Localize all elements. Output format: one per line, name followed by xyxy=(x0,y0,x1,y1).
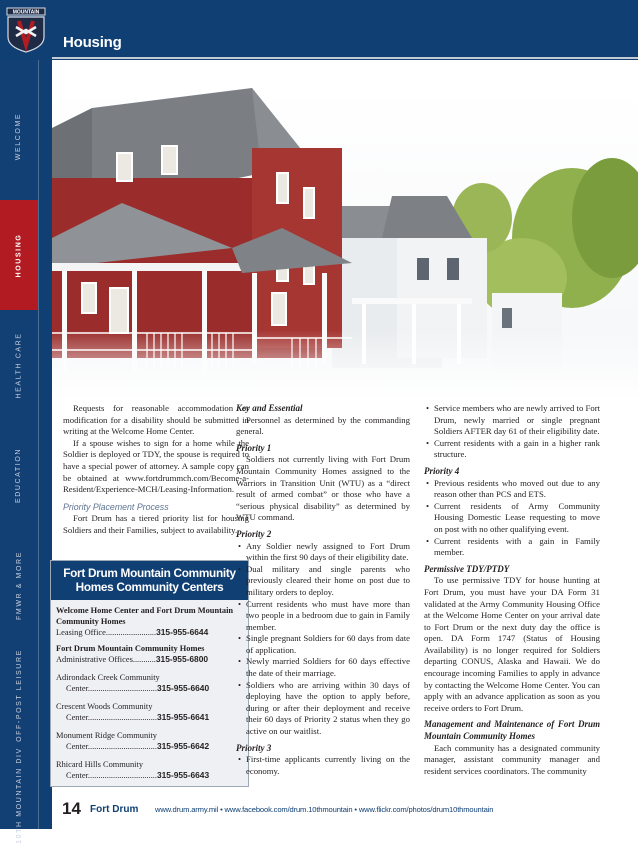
photo-fade xyxy=(52,330,638,400)
contact-entry: Fort Drum Mountain Community Homes Administrative Offices...........315-955-6800 xyxy=(56,644,209,664)
logo-banner-text: MOUNTAIN xyxy=(12,9,40,16)
section-tab-strip xyxy=(0,60,39,843)
permissive-tdy-text: To use permissive TDY for house hunting at Fort Drum, you must have your DA Form 31 validated at the Army Community Housing Office at the Welcome Home Center on your arrival date to Fort Drum or the next duty day the office is open. DA Form 1747 (Status of Housing Availability) is no longer required for Soldiers departing CONUS, Alaska and Hawaii. We do encourage incoming Families to apply in advance by contacting the Welcome Home Center. You can apply with an advance application as soon as you receive orders to Fort Drum. xyxy=(424,575,600,713)
list-item: • Current residents of Army Community Housing Domestic Lease requesting to move on post with no other qualifying event. xyxy=(424,501,600,536)
list-item: • First-time applicants currently living on the economy. xyxy=(236,754,410,777)
list-item: • Any Soldier newly assigned to Fort Drum within the first 90 days of their eligibility date. xyxy=(236,541,410,564)
contact-entry: Adirondack Creek Community Center.................................315-955-6640 xyxy=(56,673,210,693)
publication-name: Fort Drum xyxy=(90,804,139,815)
phone-number[interactable]: 315-955-6644 xyxy=(156,627,209,637)
contact-entry: Crescent Woods Community Center.................................315-955-6641 xyxy=(56,702,210,722)
tab-10th-mountain-div[interactable]: 10TH MOUNTAIN DIV xyxy=(15,746,23,843)
column-1 xyxy=(63,403,249,537)
page-number: 14 xyxy=(62,799,81,818)
contact-entry: Rhicard Hills Community Center.................................315-955-6643 xyxy=(56,760,210,780)
priority-4-heading: Priority 4 xyxy=(424,465,460,476)
list-item: • Single pregnant Soldiers for 60 days from date of application. xyxy=(236,633,410,656)
priority-4-list xyxy=(424,478,600,559)
list-item: • Newly married Soldiers for 60 days effective the date of their marriage. xyxy=(236,656,410,679)
phone-number[interactable]: 315-955-6641 xyxy=(156,712,210,722)
list-item: • Previous residents who moved out due to any reason other than PCS and ETS. xyxy=(424,478,600,501)
management-heading: Management and Maintenance of Fort Drum Mountain Community Homes xyxy=(424,719,600,742)
header-rule xyxy=(52,57,638,59)
community-centers-box xyxy=(50,560,249,787)
tab-fmwr-more[interactable]: FMWR & MORE xyxy=(15,550,23,620)
list-item: • Current residents who must have more than two people in a bedroom due to gain in Family member. xyxy=(236,599,410,634)
community-centers-list xyxy=(51,600,248,781)
list-item: • Current residents with a gain in a higher rank structure. xyxy=(424,438,600,461)
community-centers-title: Fort Drum Mountain Community Homes Community Centers xyxy=(51,561,248,600)
list-item: • Current residents with a gain in Family member. xyxy=(424,536,600,559)
priority-1-text: Soldiers not currently living with Fort Drum Mountain Community Homes assigned to the Warriors in Transition Unit (WTU) as a “direct result of armed combat” or those who have a “serious physical disability” as determined by WTU command. xyxy=(236,454,410,523)
10th-mountain-division-patch-icon xyxy=(5,5,47,53)
priority-1-heading: Priority 1 xyxy=(236,442,272,453)
key-essential-heading: Key and Essential xyxy=(236,403,303,413)
contact-entry: Welcome Home Center and Fort Drum Mountain Community Homes Leasing Office........................315-955-6644 xyxy=(56,606,234,637)
list-item: • Service members who are newly arrived to Fort Drum, newly married or single pregnant Soldiers AFTER day 61 of their eligibility date. xyxy=(424,403,600,438)
tab-education[interactable]: EDUCATION xyxy=(15,447,23,503)
page-title: Housing xyxy=(63,34,122,51)
phone-number[interactable]: 315-955-6800 xyxy=(155,654,209,664)
priority-2-list xyxy=(236,541,410,738)
priority-2-heading: Priority 2 xyxy=(236,528,272,539)
priority-placement-heading: Priority Placement Process xyxy=(63,501,169,512)
page-header xyxy=(0,0,638,60)
list-item: • Soldiers who are arriving within 30 days of deploying have the option to apply before, during or after their deployment and receive their 60 days of Priority 2 status when they go active on our waitlist. xyxy=(236,680,410,738)
accommodation-paragraph: Requests for reasonable accommodation or modification for a disability should be submitted in writing at the Welcome Home Center. xyxy=(63,403,249,437)
contact-entry: Monument Ridge Community Center.................................315-955-6642 xyxy=(56,731,210,751)
column-3 xyxy=(424,403,600,777)
tab-off-post-leisure[interactable]: OFF-POST LEISURE xyxy=(15,648,23,742)
key-essential-text: Personnel as determined by the commanding general. xyxy=(236,414,410,437)
priority-placement-paragraph: Fort Drum has a tiered priority list for housing Soldiers and their Families, subject to availability. xyxy=(63,513,249,535)
list-item: • Dual military and single parents who previously cleared their home on post due to military orders to deploy. xyxy=(236,564,410,599)
priority-3-list xyxy=(236,754,410,777)
tab-health-care[interactable]: HEALTH CARE xyxy=(15,331,23,399)
phone-number[interactable]: 315-955-6643 xyxy=(156,770,210,780)
page-footer xyxy=(52,797,638,819)
spouse-signing-paragraph: If a spouse wishes to sign for a home while the Soldier is deployed or TDY, the spouse is required to have a special power of attorney. A sample copy can be obtained at www.fortdrummch.com/Become-a-Resident/Experience-MCH/Leasing-Information. xyxy=(63,437,249,495)
permissive-tdy-heading: Permissive TDY/PTDY xyxy=(424,563,510,574)
management-text: Each community has a designated community manager, assistant community manager and resident services coordinators. The community xyxy=(424,742,600,776)
priority-3-heading: Priority 3 xyxy=(236,742,272,753)
phone-number[interactable]: 315-955-6642 xyxy=(156,741,210,751)
tab-welcome[interactable]: WELCOME xyxy=(15,112,23,160)
footer-links[interactable]: www.drum.army.mil • www.facebook.com/drum.10thmountain • www.flickr.com/photos/drum10thmountain xyxy=(155,805,494,814)
priority-3-continued-list xyxy=(424,403,600,461)
phone-number[interactable]: 315-955-6640 xyxy=(156,683,210,693)
tab-housing[interactable]: HOUSING xyxy=(0,200,38,310)
column-2 xyxy=(236,403,410,777)
